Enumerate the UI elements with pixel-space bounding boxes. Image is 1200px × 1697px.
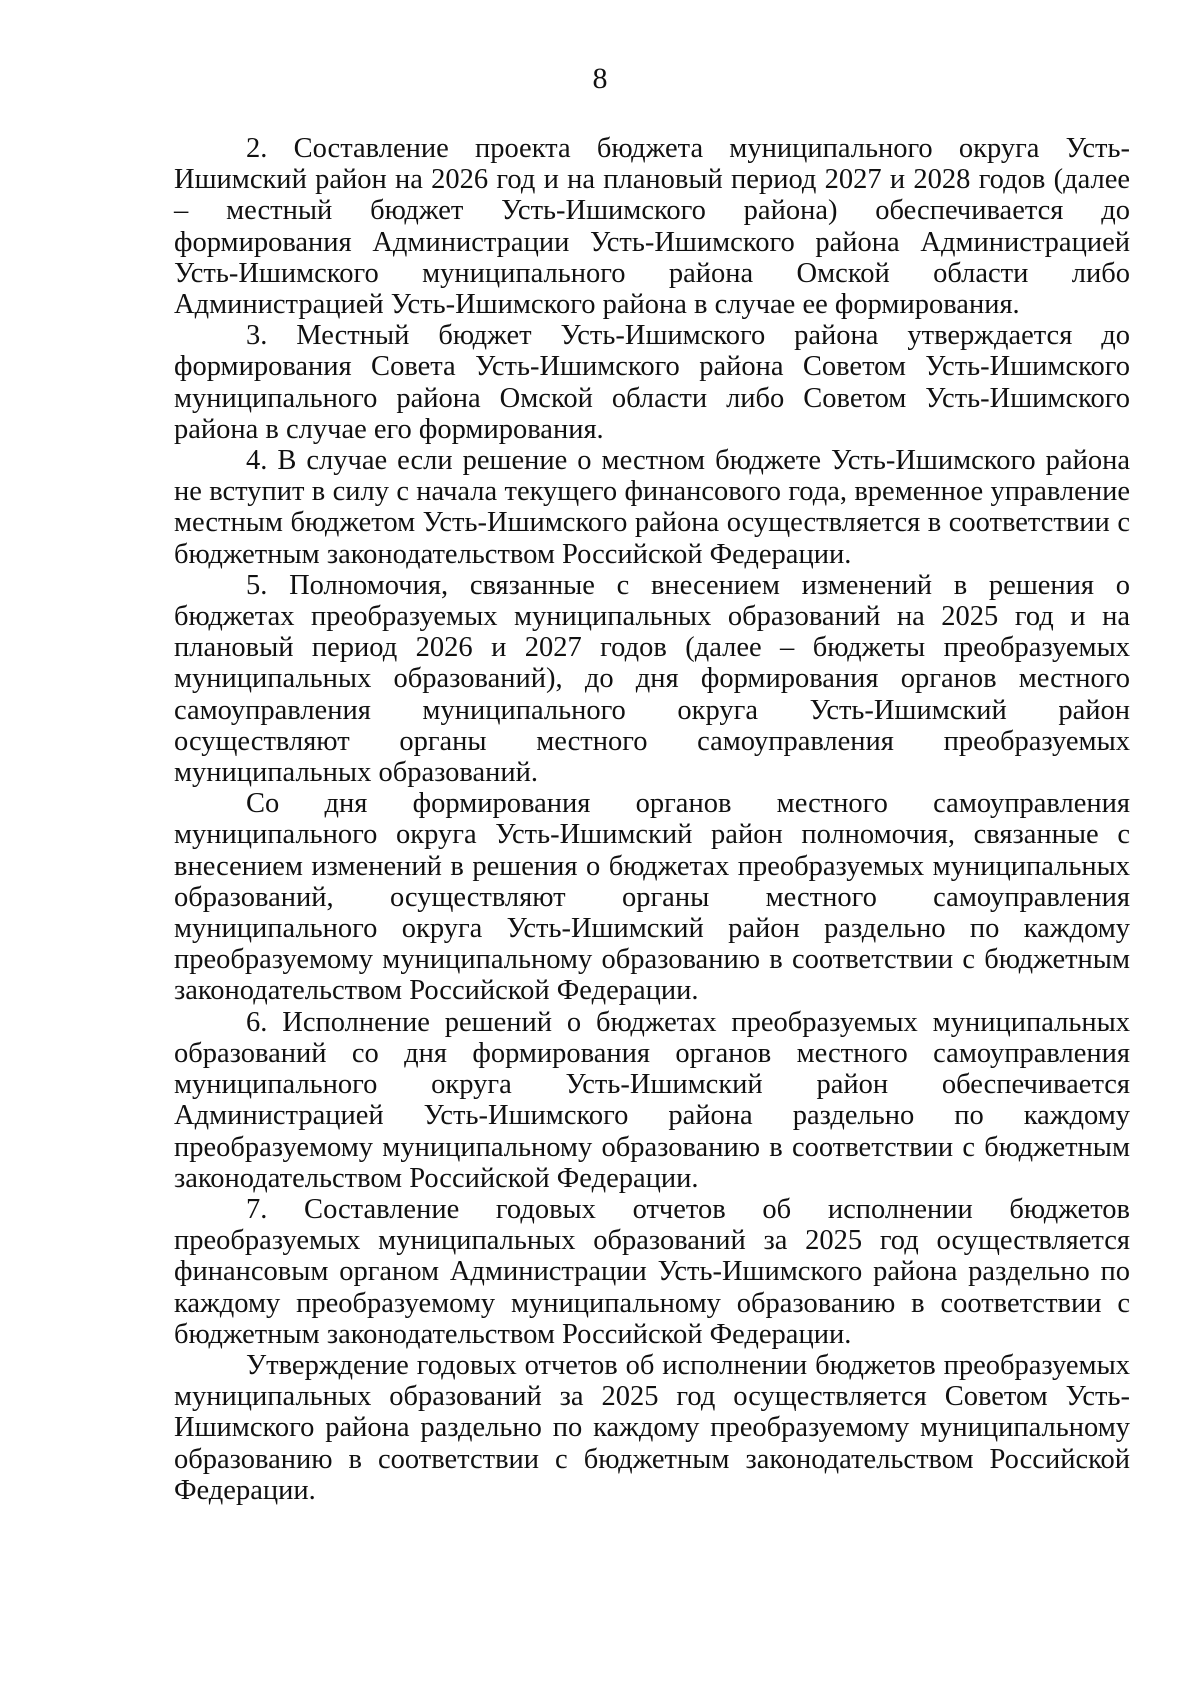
- paragraph-item-5: 5. Полномочия, связанные с внесением изменений в решения о бюджетах преобразуемых муниципальных образований на 2025 год и на плановый период 2026 и 2027 годов (далее – бюджеты преобразуемых муниципальных образований), до дня формирования органов местного самоуправления муниципального округа Усть-Ишимский район осуществляют органы местного самоуправления преобразуемых муниципальных образований.: [174, 569, 1130, 789]
- page-number: 8: [592, 62, 608, 95]
- paragraph-item-3: 3. Местный бюджет Усть-Ишимского района утверждается до формирования Совета Усть-Ишимского района Советом Усть-Ишимского муниципального района Омской области либо Советом Усть-Ишимского района в случае его формирования.: [174, 320, 1130, 445]
- paragraph-item-4: 4. В случае если решение о местном бюджете Усть-Ишимского района не вступит в силу с начала текущего финансового года, временное управление местным бюджетом Усть-Ишимского района осуществляется в соответствии с бюджетным законодательством Российской Федерации.: [174, 445, 1130, 570]
- paragraph-item-7: 7. Составление годовых отчетов об исполнении бюджетов преобразуемых муниципальных образований за 2025 год осуществляется финансовым органом Администрации Усть-Ишимского района раздельно по каждому преобразуемому муниципальному образованию в соответствии с бюджетным законодательством Российской Федерации.: [174, 1193, 1130, 1350]
- document-body: [174, 133, 1130, 1506]
- paragraph-item-7-continued: Утверждение годовых отчетов об исполнении бюджетов преобразуемых муниципальных образований за 2025 год осуществляется Советом Усть-Ишимского района раздельно по каждому преобразуемому муниципальному образованию в соответствии с бюджетным законодательством Российской Федерации.: [174, 1349, 1130, 1506]
- paragraph-item-6: 6. Исполнение решений о бюджетах преобразуемых муниципальных образований со дня формирования органов местного самоуправления муниципального округа Усть-Ишимский район обеспечивается Администрацией Усть-Ишимского района раздельно по каждому преобразуемому муниципальному образованию в соответствии с бюджетным законодательством Российской Федерации.: [174, 1006, 1130, 1194]
- paragraph-item-2: 2. Составление проекта бюджета муниципального округа Усть-Ишимский район на 2026 год и на плановый период 2027 и 2028 годов (далее – местный бюджет Усть-Ишимского района) обеспечивается до формирования Администрации Усть-Ишимского района Администрацией Усть-Ишимского муниципального района Омской области либо Администрацией Усть-Ишимского района в случае ее формирования.: [174, 133, 1130, 321]
- paragraph-item-5-continued: Со дня формирования органов местного самоуправления муниципального округа Усть-Ишимский район полномочия, связанные с внесением изменений в решения о бюджетах преобразуемых муниципальных образований, осуществляют органы местного самоуправления муниципального округа Усть-Ишимский район раздельно по каждому преобразуемому муниципальному образованию в соответствии с бюджетным законодательством Российской Федерации.: [174, 788, 1130, 1007]
